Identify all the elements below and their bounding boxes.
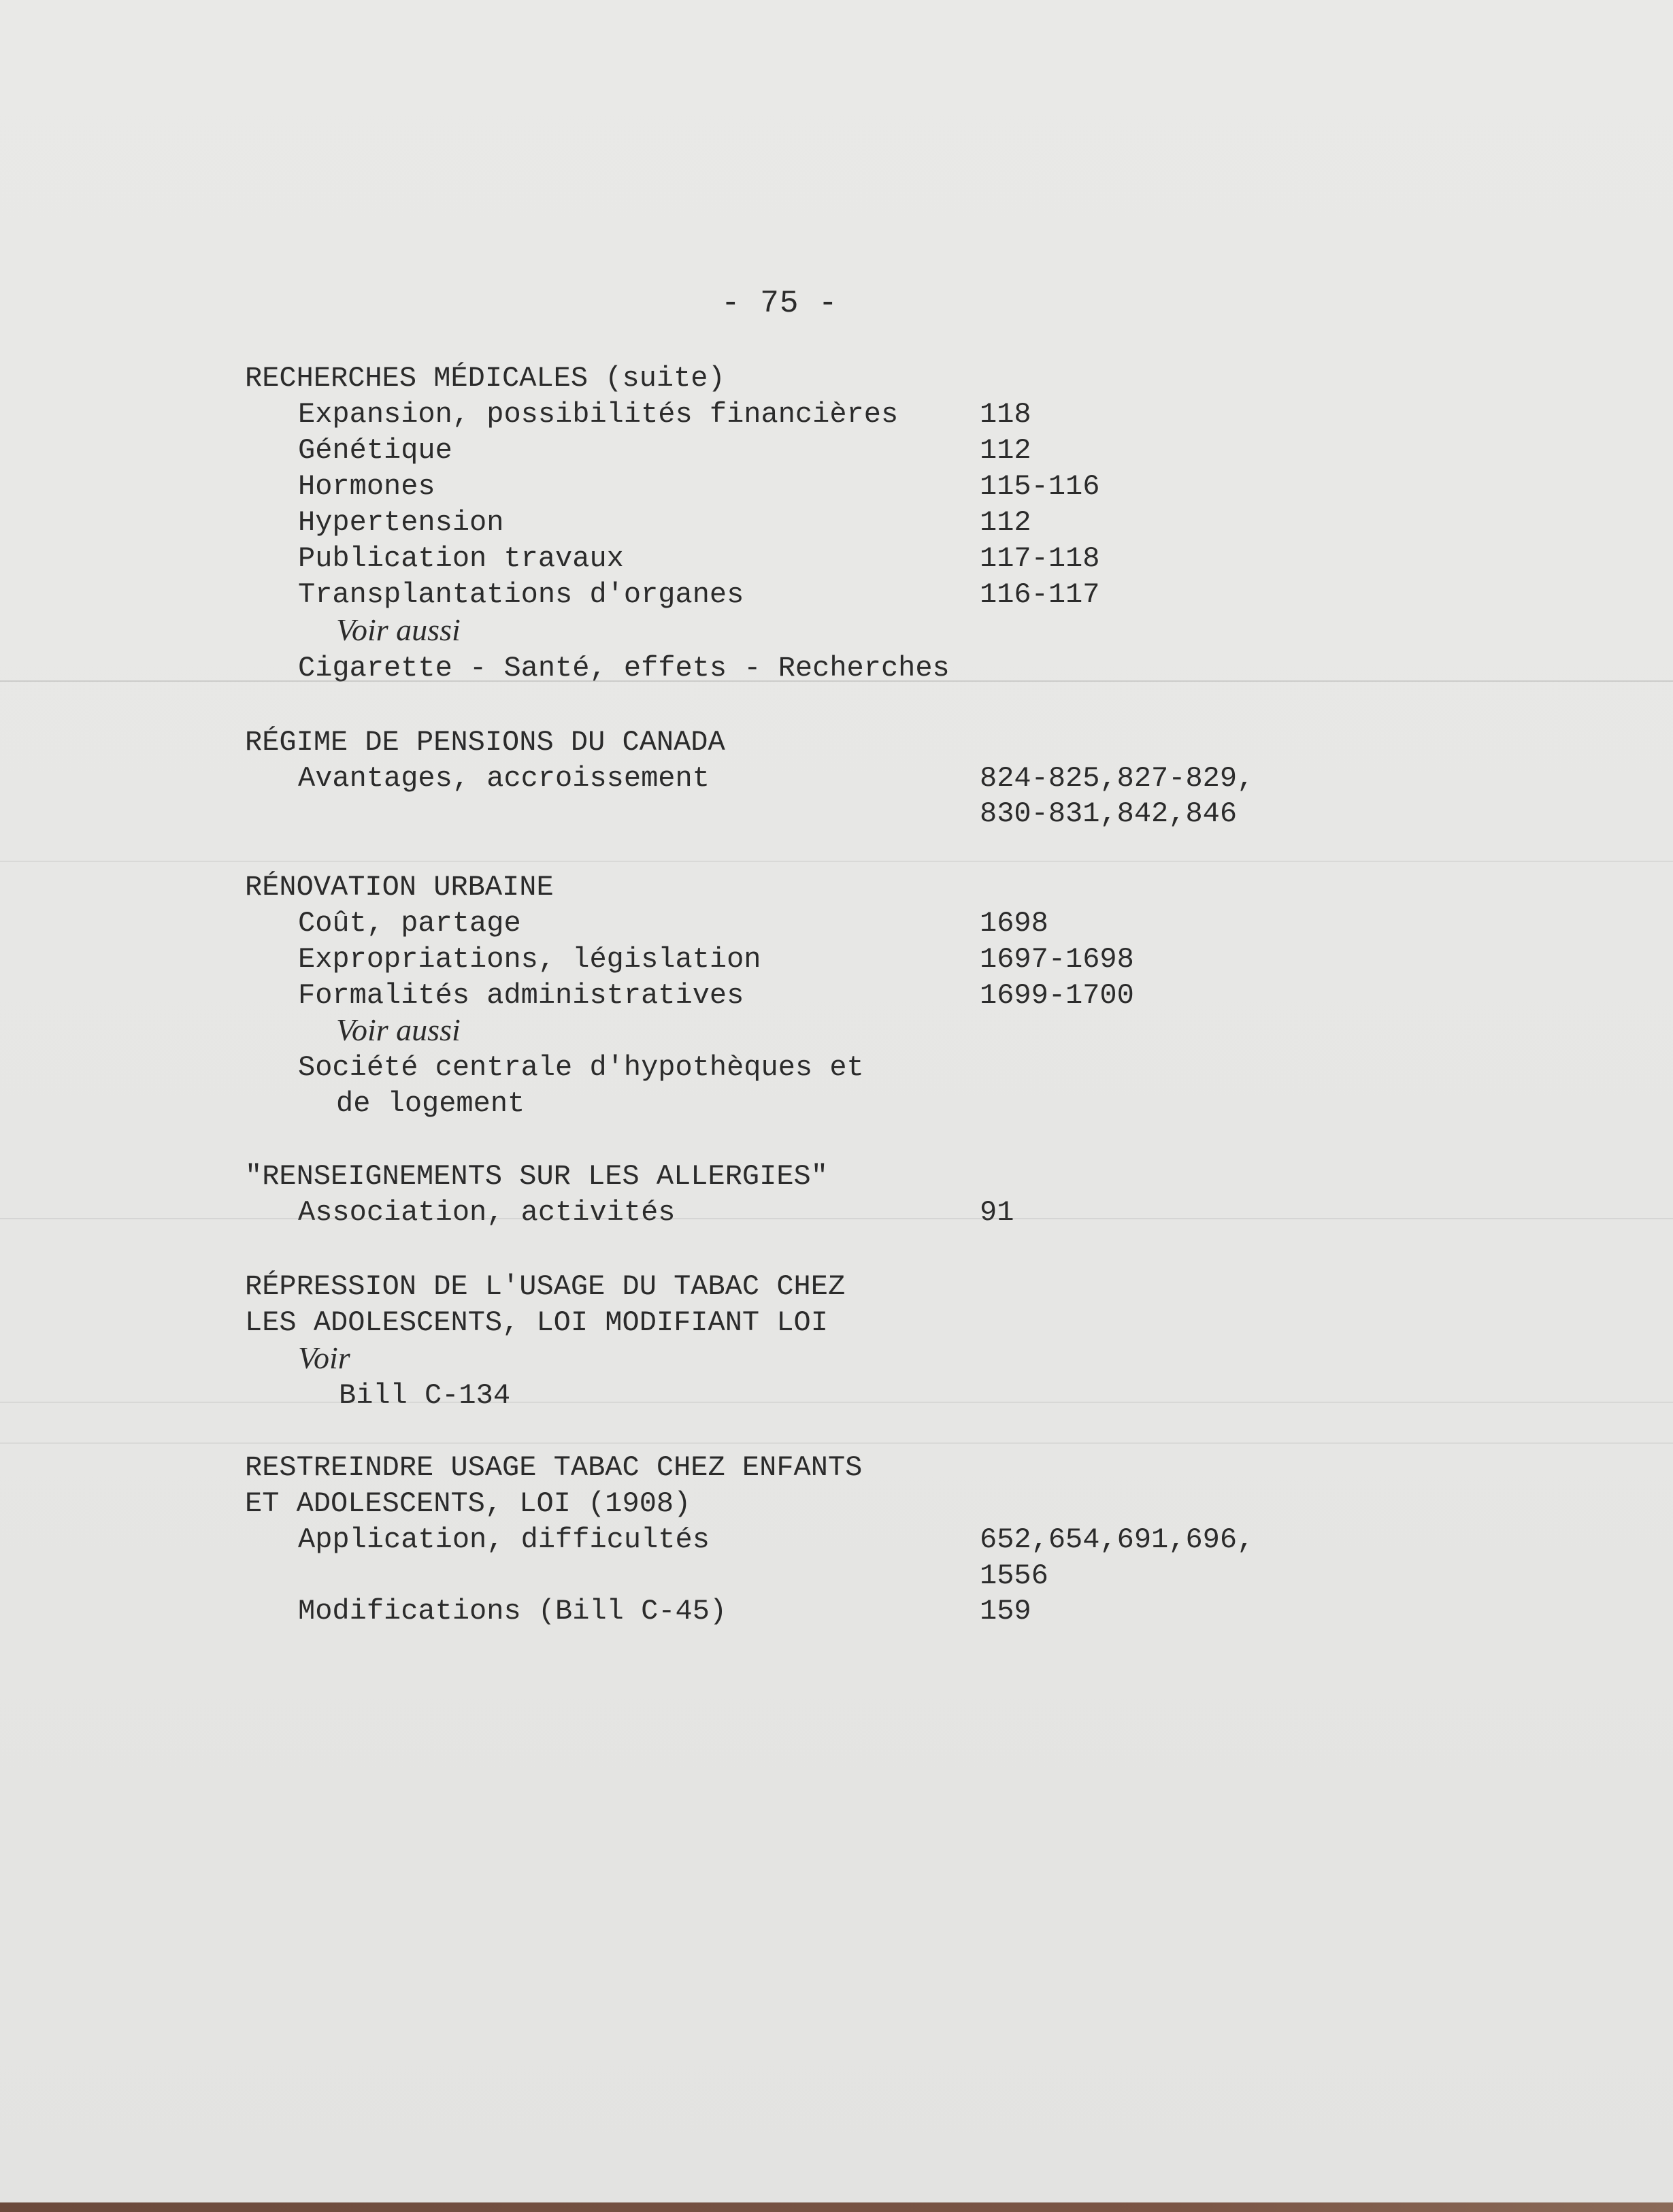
- see-also-label: Voir aussi: [336, 612, 461, 647]
- index-entry-refs: 118: [980, 398, 1031, 431]
- section-heading: RÉPRESSION DE L'USAGE DU TABAC CHEZ: [245, 1270, 846, 1303]
- index-entry-refs: 830-831,842,846: [980, 797, 1238, 830]
- index-entry-refs: 1698: [980, 907, 1048, 940]
- index-entry-refs: 824-825,827-829,: [980, 762, 1255, 795]
- scan-artifact: [0, 680, 1673, 682]
- index-entry-label: Expropriations, législation: [298, 943, 761, 976]
- index-entry-label: Coût, partage: [298, 907, 521, 940]
- index-entry-refs: 116-117: [980, 578, 1100, 611]
- index-entry-refs: 1556: [980, 1559, 1048, 1592]
- index-entry-label: Application, difficultés: [298, 1523, 710, 1556]
- index-entry-refs: 112: [980, 434, 1031, 467]
- index-entry-label: Génétique: [298, 434, 452, 467]
- index-entry-label: Transplantations d'organes: [298, 578, 744, 611]
- index-entry-refs: 159: [980, 1595, 1031, 1628]
- index-entry-label: Formalités administratives: [298, 979, 744, 1012]
- see-reference: Bill C-134: [339, 1379, 511, 1412]
- page-bottom-edge: [0, 2202, 1673, 2212]
- page-number: - 75 -: [721, 286, 838, 321]
- index-entry-refs: 652,654,691,696,: [980, 1523, 1255, 1556]
- section-heading: RÉGIME DE PENSIONS DU CANADA: [245, 726, 725, 759]
- index-entry-refs: 115-116: [980, 470, 1100, 503]
- scan-artifact: [0, 1402, 1673, 1403]
- see-also-reference: Cigarette - Santé, effets - Recherches: [298, 652, 950, 684]
- section-heading-continued: ET ADOLESCENTS, LOI (1908): [245, 1487, 691, 1520]
- index-entry-label: Publication travaux: [298, 542, 624, 575]
- index-entry-label: Hypertension: [298, 506, 504, 539]
- index-entry-label: Expansion, possibilités financières: [298, 398, 899, 431]
- index-entry-label: Association, activités: [298, 1196, 676, 1229]
- section-heading: RECHERCHES MÉDICALES (suite): [245, 362, 725, 395]
- see-also-label: Voir aussi: [336, 1012, 461, 1047]
- index-entry-refs: 112: [980, 506, 1031, 539]
- see-also-reference: de logement: [336, 1087, 525, 1120]
- index-entry-refs: 1699-1700: [980, 979, 1134, 1012]
- scan-artifact: [0, 1218, 1673, 1219]
- scan-artifact: [0, 861, 1673, 862]
- section-heading-continued: LES ADOLESCENTS, LOI MODIFIANT LOI: [245, 1306, 828, 1339]
- index-entry-label: Modifications (Bill C-45): [298, 1595, 727, 1628]
- section-heading: RÉNOVATION URBAINE: [245, 871, 554, 904]
- scan-artifact: [0, 1442, 1673, 1444]
- see-label: Voir: [298, 1340, 350, 1375]
- index-entry-refs: 1697-1698: [980, 943, 1134, 976]
- section-heading: RESTREINDRE USAGE TABAC CHEZ ENFANTS: [245, 1451, 863, 1484]
- see-also-reference: Société centrale d'hypothèques et: [298, 1051, 864, 1084]
- index-entry-refs: 117-118: [980, 542, 1100, 575]
- section-heading: "RENSEIGNEMENTS SUR LES ALLERGIES": [245, 1160, 828, 1193]
- index-entry-refs: 91: [980, 1196, 1014, 1229]
- index-entry-label: Hormones: [298, 470, 435, 503]
- index-entry-label: Avantages, accroissement: [298, 762, 710, 795]
